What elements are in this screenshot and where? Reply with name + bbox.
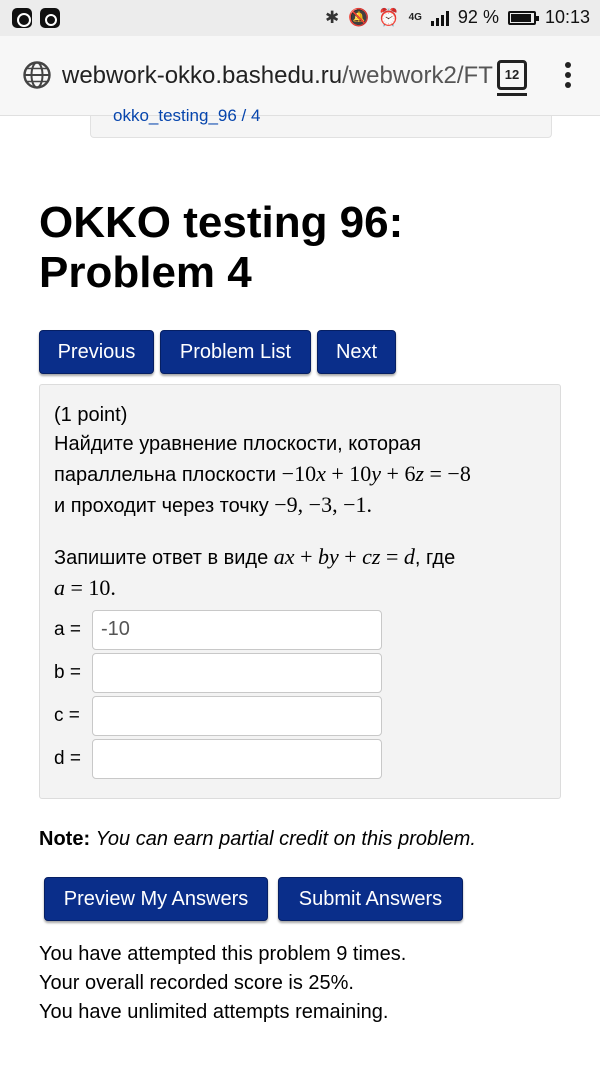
globe-icon bbox=[22, 60, 52, 90]
network-type: 4G bbox=[408, 12, 422, 23]
problem-text-line3 bbox=[54, 490, 546, 521]
battery-icon bbox=[508, 11, 536, 25]
attempt-status bbox=[39, 940, 406, 1027]
plane-equation: −10x + 10y + 6z = −8 bbox=[281, 461, 471, 486]
url-host: webwork-okko.bashedu.ru bbox=[62, 62, 343, 89]
answer-input-a[interactable] bbox=[92, 610, 382, 650]
browser-toolbar bbox=[0, 36, 600, 116]
note-text: You can earn partial credit on this problem. bbox=[95, 828, 476, 850]
given-a-line bbox=[54, 573, 546, 604]
problem-box bbox=[39, 384, 561, 799]
answer-format-prefix: Запишите ответ в виде bbox=[54, 547, 274, 569]
attempts-remaining: You have unlimited attempts remaining. bbox=[39, 1001, 389, 1023]
problem-text-line1: Найдите уравнение плоскости, которая bbox=[54, 433, 422, 455]
point-coordinates: −9, −3, −1. bbox=[274, 492, 372, 517]
submit-actions bbox=[44, 877, 463, 921]
problem-points: (1 point) bbox=[54, 404, 128, 426]
camera-notification-icon bbox=[40, 8, 60, 28]
status-bar bbox=[0, 0, 600, 36]
answer-input-c[interactable] bbox=[92, 696, 382, 736]
answer-format-line bbox=[54, 542, 546, 573]
breadcrumb-link[interactable]: okko_testing_96 / 4 bbox=[113, 106, 261, 125]
bluetooth-icon: ✱ bbox=[324, 7, 340, 27]
problem-list-button[interactable]: Problem List bbox=[160, 330, 311, 374]
answer-row-a bbox=[54, 608, 546, 651]
answer-row-d bbox=[54, 737, 546, 780]
mute-icon: 🔕 bbox=[348, 7, 370, 27]
attempts-count: You have attempted this problem 9 times. bbox=[39, 943, 407, 965]
problem-text-line3-prefix: и проходит через точку bbox=[54, 495, 275, 517]
alarm-icon: ⏰ bbox=[378, 7, 400, 27]
address-bar[interactable] bbox=[62, 62, 493, 90]
next-button[interactable]: Next bbox=[317, 330, 396, 374]
answer-input-d[interactable] bbox=[92, 739, 382, 779]
recorded-score: Your overall recorded score is 25%. bbox=[39, 972, 354, 994]
page-title-line1: OKKO testing 96: bbox=[39, 198, 404, 247]
tabs-button[interactable]: 12 bbox=[497, 60, 527, 90]
clock: 10:13 bbox=[544, 7, 590, 27]
signal-icon bbox=[431, 10, 449, 26]
answer-label-d: d = bbox=[54, 748, 81, 769]
answer-fields bbox=[54, 608, 546, 780]
menu-dots-icon[interactable] bbox=[562, 62, 574, 90]
previous-button[interactable]: Previous bbox=[39, 330, 154, 374]
answer-input-b[interactable] bbox=[92, 653, 382, 693]
answer-form: ax + by + cz = d bbox=[273, 544, 415, 569]
page-title bbox=[39, 198, 579, 298]
answer-label-a: a = bbox=[54, 619, 81, 640]
given-a: a = 10. bbox=[54, 575, 116, 600]
answer-format-suffix: , где bbox=[414, 547, 456, 569]
note-label: Note: bbox=[39, 828, 91, 850]
answer-row-b bbox=[54, 651, 546, 694]
url-path: /webwork2/FT bbox=[342, 62, 493, 89]
problem-text-line2-prefix: параллельна плоскости bbox=[54, 464, 282, 486]
problem-nav bbox=[39, 330, 396, 374]
battery-percent: 92 % bbox=[457, 7, 499, 27]
page-title-line2: Problem 4 bbox=[39, 248, 252, 297]
breadcrumb bbox=[90, 106, 552, 138]
app-notification-icon bbox=[12, 8, 32, 28]
submit-answers-button[interactable]: Submit Answers bbox=[278, 877, 463, 921]
preview-answers-button[interactable]: Preview My Answers bbox=[44, 877, 268, 921]
answer-row-c bbox=[54, 694, 546, 737]
problem-text-line2 bbox=[54, 459, 546, 490]
partial-credit-note bbox=[39, 828, 476, 851]
answer-label-c: c = bbox=[54, 705, 80, 726]
answer-label-b: b = bbox=[54, 662, 81, 683]
